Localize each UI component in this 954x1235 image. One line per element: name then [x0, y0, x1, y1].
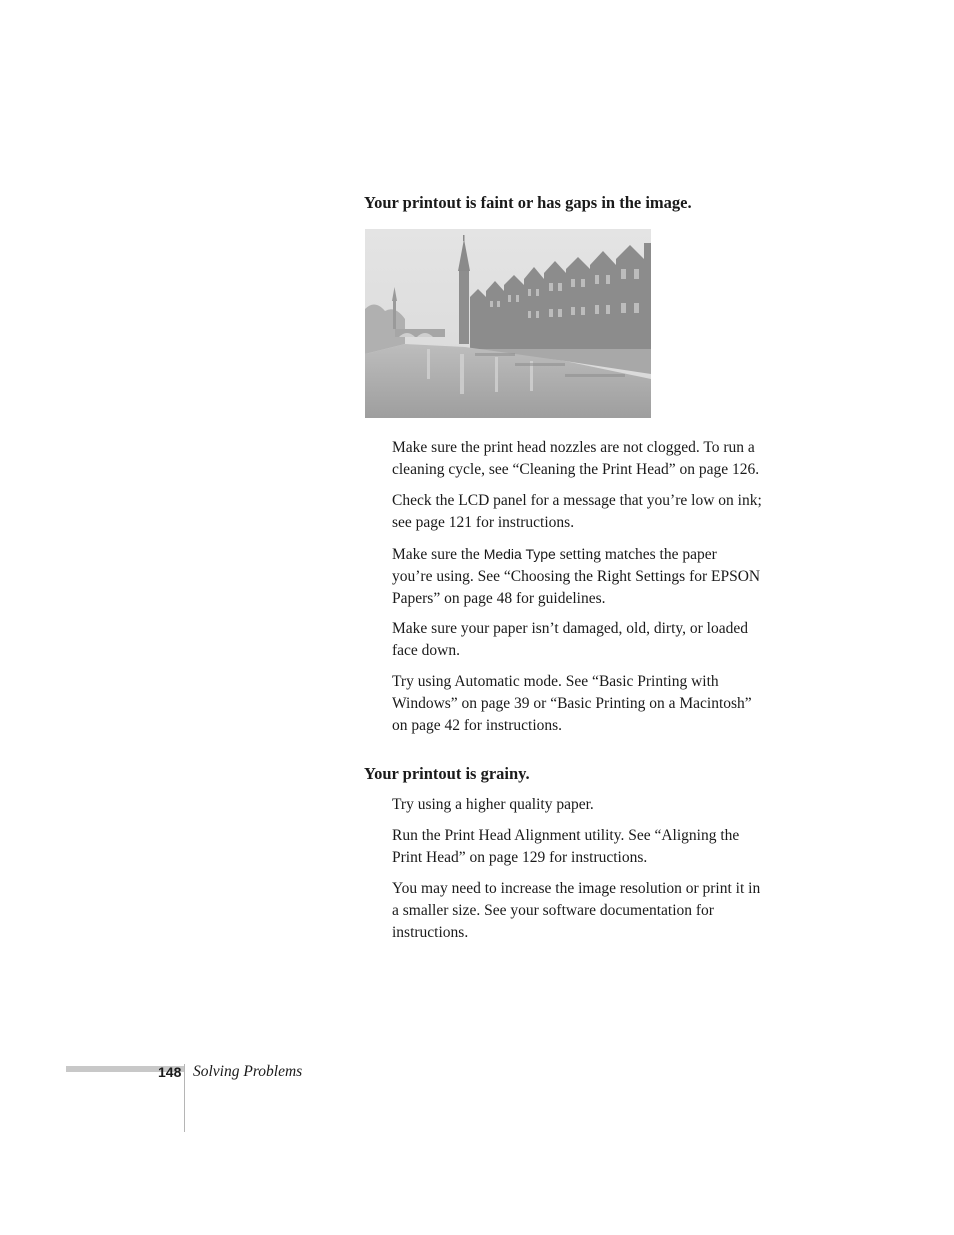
tip-line: Try using Automatic mode. See “Basic Printing with	[392, 673, 719, 690]
footer-section-title: Solving Problems	[193, 1063, 303, 1080]
media-type-setting-name: Media Type	[483, 546, 556, 562]
tip-line: face down.	[392, 642, 460, 659]
tip-line: on page 42 for instructions.	[392, 717, 563, 734]
page-number: 148	[158, 1064, 182, 1080]
tip-text: Make sure the	[392, 546, 484, 563]
tip-paragraph	[392, 618, 792, 662]
tip-paragraph	[392, 490, 792, 534]
tip-paragraph	[392, 794, 792, 816]
tip-line: Try using a higher quality paper.	[392, 796, 594, 813]
tip-line: you’re using. See “Choosing the Right Settings for EPSON	[392, 568, 761, 585]
tip-paragraph	[392, 671, 792, 737]
tip-line: Run the Print Head Alignment utility. See “Aligning the	[392, 827, 740, 844]
section-heading-faint-gaps: Your printout is faint or has gaps in the image.	[364, 193, 692, 212]
tip-line: instructions.	[392, 924, 469, 941]
tip-line: Make sure the print head nozzles are not clogged. To run a	[392, 439, 755, 456]
tip-paragraph	[392, 878, 792, 944]
tip-line: Print Head” on page 129 for instructions.	[392, 849, 648, 866]
tip-line: see page 121 for instructions.	[392, 514, 575, 531]
tip-line: Check the LCD panel for a message that you’re low on ink;	[392, 492, 762, 509]
canal-photo	[365, 229, 651, 418]
footer-divider	[184, 1064, 185, 1132]
tip-paragraph	[392, 437, 792, 481]
tip-line: Make sure your paper isn’t damaged, old, dirty, or loaded	[392, 620, 748, 637]
tip-paragraph	[392, 543, 792, 610]
tip-line	[392, 543, 792, 566]
tip-text: setting matches the paper	[555, 546, 717, 563]
tip-line: a smaller size. See your software documentation for	[392, 902, 714, 919]
section-heading-grainy: Your printout is grainy.	[364, 764, 530, 783]
tip-line: cleaning cycle, see “Cleaning the Print Head” on page 126.	[392, 461, 760, 478]
tip-line: Windows” on page 39 or “Basic Printing on a Macintosh”	[392, 695, 752, 712]
tip-line: You may need to increase the image resolution or print it in	[392, 880, 761, 897]
tip-line: Papers” on page 48 for guidelines.	[392, 590, 606, 607]
tip-paragraph	[392, 825, 792, 869]
